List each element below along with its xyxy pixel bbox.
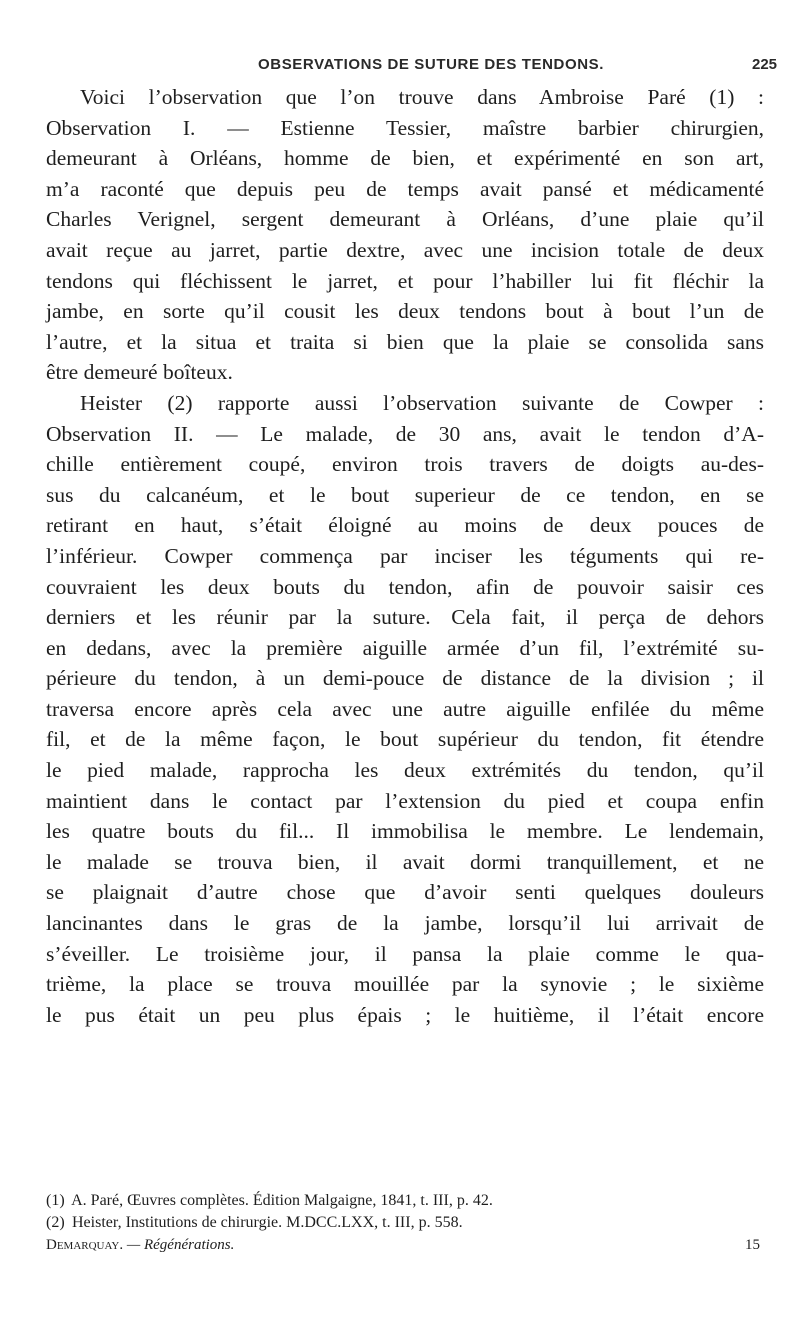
text-line: les quatre bouts du fil... Il immobilisa le membre. Le lendemain, [46, 819, 764, 844]
text-line: l’autre, et la situa et traita si bien que la plaie se consolida sans [46, 329, 764, 354]
text-line: Heister (2) rapporte aussi l’observation suivante de Cowper : [80, 390, 764, 415]
text-line: Voici l’observation que l’on trouve dans Ambroise Paré (1) : [80, 85, 764, 109]
text-line: l’inférieur. Cowper commença par inciser les téguments qui re- [46, 543, 764, 568]
text-line: derniers et les réunir par la suture. Cela fait, il perça de dehors [46, 605, 764, 630]
text-line: chille entièrement coupé, environ trois travers de doigts au-des- [46, 452, 764, 477]
signature-line [46, 1234, 764, 1256]
text-line: fil, et de la même façon, le bout supérieur du tendon, fit étendre [46, 727, 764, 752]
footnote-number: (1) [46, 1192, 65, 1209]
footnotes [46, 1190, 764, 1256]
text-line: se plaignait d’autre chose que d’avoir senti quelques douleurs [46, 880, 764, 905]
text-line: retirant en haut, s’était éloigné au moins de deux pouces de [46, 513, 764, 538]
footnote-text: A. Paré, Œuvres complètes. Édition Malgaigne, 1841, t. III, p. 42. [71, 1192, 493, 1209]
text-line: Charles Verignel, sergent demeurant à Orléans, d’une plaie qu’il [46, 207, 764, 232]
body-text [46, 82, 764, 1030]
text-line: avait reçue au jarret, partie dextre, avec une incision totale de deux [46, 237, 764, 262]
page-number: 225 [752, 56, 778, 73]
footnote-text: Heister, Institutions de chirurgie. M.DCC.LXX, t. III, p. 558. [72, 1214, 463, 1231]
text-line: Observation I. — Estienne Tessier, maîstre barbier chirurgien, [46, 115, 764, 140]
text-line: maintient dans le contact par l’extension du pied et coupa enfin [46, 788, 764, 813]
text-line: couvraient les deux bouts du tendon, afin de pouvoir saisir ces [46, 574, 764, 599]
signature-title: — Régénérations. [126, 1237, 235, 1253]
text-line: être demeuré boîteux. [46, 360, 233, 385]
footnote [46, 1190, 764, 1212]
signature-mark: 15 [745, 1237, 760, 1253]
text-line: en dedans, avec la première aiguille armée d’un fil, l’extrémité su- [46, 635, 764, 660]
text-line: m’a raconté que depuis peu de temps avait pansé et médicamenté [46, 176, 764, 201]
text-line: périeure du tendon, à un demi-pouce de distance de la division ; il [46, 666, 764, 691]
text-line: demeurant à Orléans, homme de bien, et expérimenté en son art, [46, 146, 764, 171]
text-line: jambe, en sorte qu’il cousit les deux tendons bout à bout l’un de [46, 299, 764, 324]
text-line: le pied malade, rapprocha les deux extrémités du tendon, qu’il [46, 758, 764, 783]
text-line: lancinantes dans le gras de la jambe, lorsqu’il lui arrivait de [46, 911, 764, 936]
text-line: le malade se trouva bien, il avait dormi tranquillement, et ne [46, 849, 764, 874]
footnote [46, 1212, 764, 1234]
running-title: OBSERVATIONS DE SUTURE DES TENDONS. [258, 56, 605, 73]
text-line: trième, la place se trouva mouillée par la synovie ; le sixième [46, 972, 764, 997]
page-header [0, 56, 800, 76]
text-line: Observation II. — Le malade, de 30 ans, avait le tendon d’A- [46, 421, 764, 446]
text-line: le pus était un peu plus épais ; le huitième, il l’était encore [46, 1002, 764, 1027]
text-line: sus du calcanéum, et le bout superieur de ce tendon, en se [46, 482, 764, 507]
footnote-number: (2) [46, 1214, 65, 1231]
signature-author: Demarquay. [46, 1237, 124, 1253]
text-line: tendons qui fléchissent le jarret, et pour l’habiller lui fit fléchir la [46, 268, 764, 293]
text-line: s’éveiller. Le troisième jour, il pansa la plaie comme le qua- [46, 941, 764, 966]
text-line: traversa encore après cela avec une autre aiguille enfilée du même [46, 696, 764, 721]
